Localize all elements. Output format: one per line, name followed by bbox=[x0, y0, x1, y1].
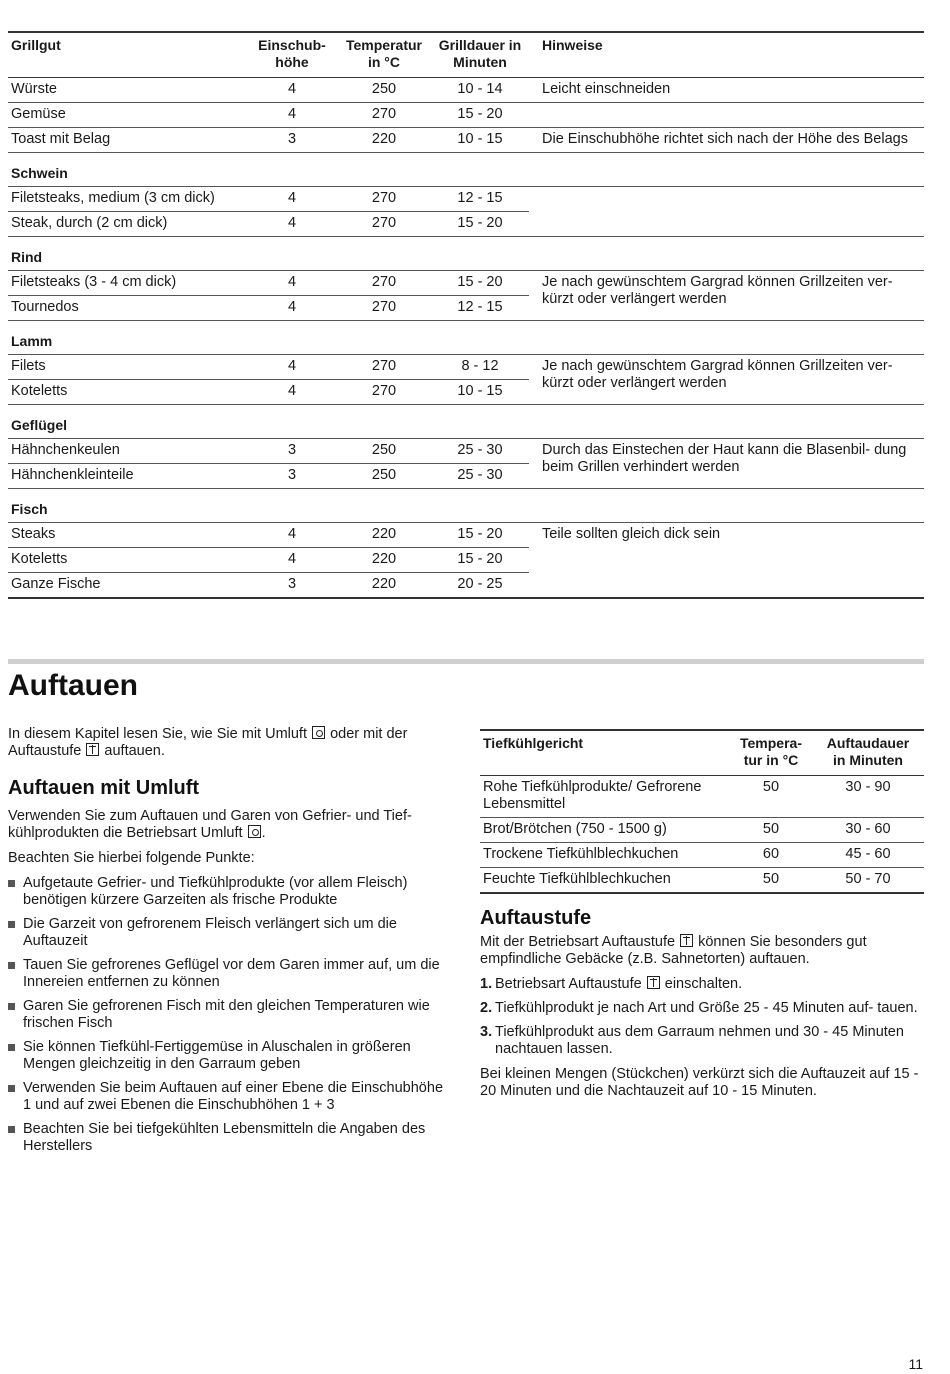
cell-temp: 220 bbox=[337, 573, 431, 599]
cell-level: 4 bbox=[247, 78, 337, 103]
bullet-square-icon bbox=[8, 880, 15, 887]
cell-level: 4 bbox=[247, 523, 337, 548]
cell-temp: 250 bbox=[337, 439, 431, 464]
table-row bbox=[8, 271, 924, 296]
cell-food: Hähnchenkeulen bbox=[8, 439, 247, 464]
cell-time: 10 - 15 bbox=[431, 380, 529, 405]
cell-food: Koteletts bbox=[8, 548, 247, 573]
step-text: Tiefkühlprodukt je nach Art und Größe 25 - 45 Minuten auf- tauen. bbox=[495, 1000, 918, 1016]
cell-food: Filetsteaks (3 - 4 cm dick) bbox=[8, 271, 247, 296]
category-row bbox=[8, 489, 924, 523]
category-row bbox=[8, 321, 924, 355]
list-item bbox=[8, 1121, 448, 1155]
cell-temp: 220 bbox=[337, 128, 431, 153]
step-number: 2. bbox=[480, 1000, 493, 1016]
list-item bbox=[480, 976, 924, 993]
bullet-text: Verwenden Sie beim Auftauen auf einer Ebene die Einschubhöhe 1 und auf zwei Ebenen die Einschubhöhen 1 + 3 bbox=[23, 1080, 444, 1113]
header-dish: Tiefkühlgericht bbox=[480, 730, 730, 776]
thaw-table bbox=[480, 729, 924, 894]
cell-temp: 270 bbox=[337, 296, 431, 321]
table-row bbox=[480, 843, 924, 868]
category-gefluegel: Geflügel bbox=[8, 405, 924, 439]
step-text: Betriebsart Auftaustufe bbox=[495, 976, 642, 992]
cell-time: 10 - 15 bbox=[431, 128, 529, 153]
header-temp: Temperatur in °C bbox=[337, 32, 431, 78]
cell-temp: 270 bbox=[337, 355, 431, 380]
cell-temp: 50 bbox=[730, 776, 812, 818]
cell-temp: 60 bbox=[730, 843, 812, 868]
cell-note: Leicht einschneiden bbox=[529, 78, 924, 103]
cell-time: 45 - 60 bbox=[812, 843, 924, 868]
cell-food: Steaks bbox=[8, 523, 247, 548]
intro-text-3: auftauen. bbox=[104, 743, 165, 759]
cell-temp: 250 bbox=[337, 464, 431, 489]
cell-time: 15 - 20 bbox=[431, 103, 529, 128]
table-row bbox=[480, 818, 924, 843]
cell-temp: 270 bbox=[337, 212, 431, 237]
cell-note bbox=[529, 103, 924, 128]
auftaustufe-text-1: Mit der Betriebsart Auftaustufe bbox=[480, 934, 676, 950]
cell-dish: Trockene Tiefkühlblechkuchen bbox=[480, 843, 730, 868]
cell-level: 4 bbox=[247, 187, 337, 212]
step-text: Tiefkühlprodukt aus dem Garraum nehmen und 30 - 45 Minuten nachtauen lassen. bbox=[495, 1024, 904, 1057]
cell-time: 8 - 12 bbox=[431, 355, 529, 380]
bullet-square-icon bbox=[8, 1085, 15, 1092]
cell-note: Je nach gewünschtem Gargrad können Grillzeiten ver- kürzt oder verlängert werden bbox=[529, 355, 924, 405]
table-row bbox=[8, 355, 924, 380]
cell-level: 4 bbox=[247, 212, 337, 237]
cell-level: 3 bbox=[247, 439, 337, 464]
bullet-square-icon bbox=[8, 1044, 15, 1051]
cell-level: 3 bbox=[247, 464, 337, 489]
bullet-text: Garen Sie gefrorenen Fisch mit den gleichen Temperaturen wie frischen Fisch bbox=[23, 998, 430, 1031]
cell-note: Teile sollten gleich dick sein bbox=[529, 523, 924, 599]
intro-text-1: In diesem Kapitel lesen Sie, wie Sie mit Umluft bbox=[8, 726, 307, 742]
umluft-heading: Auftauen mit Umluft bbox=[8, 777, 200, 799]
category-row bbox=[8, 405, 924, 439]
right-column bbox=[480, 729, 924, 1108]
list-item bbox=[8, 1080, 448, 1114]
header-time: Auftaudauer in Minuten bbox=[812, 730, 924, 776]
list-item bbox=[8, 1039, 448, 1073]
cell-time: 15 - 20 bbox=[431, 212, 529, 237]
cell-level: 4 bbox=[247, 271, 337, 296]
cell-time: 20 - 25 bbox=[431, 573, 529, 599]
cell-level: 4 bbox=[247, 548, 337, 573]
cell-temp: 220 bbox=[337, 548, 431, 573]
grill-table-header bbox=[8, 32, 924, 78]
umluft-text-2: . bbox=[261, 825, 266, 841]
table-row bbox=[480, 868, 924, 894]
cell-level: 4 bbox=[247, 355, 337, 380]
cell-food: Koteletts bbox=[8, 380, 247, 405]
category-row bbox=[8, 153, 924, 187]
page-number: 11 bbox=[908, 1356, 923, 1372]
cell-dish: Feuchte Tiefkühlblechkuchen bbox=[480, 868, 730, 894]
fan-icon bbox=[248, 825, 261, 838]
cell-level: 3 bbox=[247, 573, 337, 599]
cell-time: 30 - 60 bbox=[812, 818, 924, 843]
cell-dish: Brot/Brötchen (750 - 1500 g) bbox=[480, 818, 730, 843]
closing-paragraph: Bei kleinen Mengen (Stückchen) verkürzt sich die Auftauzeit auf 15 - 20 Minuten und die Nachtauzeit auf 10 - 15 Minuten. bbox=[480, 1066, 919, 1099]
category-fisch: Fisch bbox=[8, 489, 924, 523]
cell-time: 30 - 90 bbox=[812, 776, 924, 818]
header-food: Grillgut bbox=[8, 32, 247, 78]
cell-time: 15 - 20 bbox=[431, 523, 529, 548]
cell-time: 25 - 30 bbox=[431, 439, 529, 464]
list-item bbox=[8, 998, 448, 1032]
cell-food: Hähnchenkleinteile bbox=[8, 464, 247, 489]
bullet-square-icon bbox=[8, 1126, 15, 1133]
table-row bbox=[8, 187, 924, 212]
cell-temp: 50 bbox=[730, 818, 812, 843]
table-row bbox=[8, 128, 924, 153]
cell-temp: 250 bbox=[337, 78, 431, 103]
table-row bbox=[8, 523, 924, 548]
table-row bbox=[8, 439, 924, 464]
bullet-text: Sie können Tiefkühl-Fertiggemüse in Aluschalen in größeren Mengen gleichzeitig in den Garraum geben bbox=[23, 1039, 411, 1072]
left-column bbox=[8, 726, 448, 1162]
fan-icon bbox=[312, 726, 325, 739]
step-number: 1. bbox=[480, 976, 493, 992]
cell-time: 12 - 15 bbox=[431, 187, 529, 212]
bullet-square-icon bbox=[8, 921, 15, 928]
cell-level: 4 bbox=[247, 296, 337, 321]
cell-food: Würste bbox=[8, 78, 247, 103]
cell-note: Durch das Einstechen der Haut kann die Blasenbil- dung beim Grillen verhindert werden bbox=[529, 439, 924, 489]
auftaustufe-heading: Auftaustufe bbox=[480, 907, 592, 929]
cell-time: 25 - 30 bbox=[431, 464, 529, 489]
header-notes: Hinweise bbox=[529, 32, 924, 78]
cell-temp: 50 bbox=[730, 868, 812, 894]
category-row bbox=[8, 237, 924, 271]
note-intro: Beachten Sie hierbei folgende Punkte: bbox=[8, 850, 255, 866]
cell-level: 4 bbox=[247, 380, 337, 405]
table-row bbox=[480, 776, 924, 818]
cell-time: 15 - 20 bbox=[431, 548, 529, 573]
category-schwein: Schwein bbox=[8, 153, 924, 187]
header-temp: Tempera- tur in °C bbox=[730, 730, 812, 776]
umluft-text-1: Verwenden Sie zum Auftauen und Garen von Gefrier- und Tief- kühlprodukten die Betriebsart Umluft bbox=[8, 808, 412, 841]
cell-dish: Rohe Tiefkühlprodukte/ Gefrorene Lebensmittel bbox=[480, 776, 730, 818]
intro-text-2: oder mit der Auftaustufe bbox=[8, 726, 408, 759]
cell-note bbox=[529, 187, 924, 237]
category-lamm: Lamm bbox=[8, 321, 924, 355]
list-item bbox=[8, 957, 448, 991]
intro-paragraph bbox=[8, 726, 448, 760]
cell-note: Je nach gewünschtem Gargrad können Grillzeiten ver- kürzt oder verlängert werden bbox=[529, 271, 924, 321]
cell-level: 3 bbox=[247, 128, 337, 153]
category-rind: Rind bbox=[8, 237, 924, 271]
cell-time: 15 - 20 bbox=[431, 271, 529, 296]
step-text-end: einschalten. bbox=[664, 976, 743, 992]
table-row bbox=[8, 103, 924, 128]
cell-temp: 270 bbox=[337, 103, 431, 128]
thaw-icon bbox=[647, 976, 660, 989]
bullet-text: Die Garzeit von gefrorenem Fleisch verlängert sich um die Auftauzeit bbox=[23, 916, 397, 949]
cell-temp: 270 bbox=[337, 380, 431, 405]
cell-temp: 220 bbox=[337, 523, 431, 548]
cell-level: 4 bbox=[247, 103, 337, 128]
umluft-paragraph bbox=[8, 808, 448, 842]
list-item bbox=[8, 916, 448, 950]
cell-time: 50 - 70 bbox=[812, 868, 924, 894]
auftaustufe-text-2: können Sie besonders gut empfindliche Gebäcke (z.B. Sahnetorten) auftauen. bbox=[480, 934, 867, 967]
cell-food: Filets bbox=[8, 355, 247, 380]
grill-table bbox=[8, 31, 924, 599]
section-title: Auftauen bbox=[8, 669, 138, 702]
cell-food: Filetsteaks, medium (3 cm dick) bbox=[8, 187, 247, 212]
steps-list bbox=[480, 976, 924, 1058]
auftaustufe-paragraph bbox=[480, 934, 924, 968]
cell-food: Tournedos bbox=[8, 296, 247, 321]
list-item bbox=[8, 875, 448, 909]
list-item bbox=[480, 1024, 924, 1058]
bullet-square-icon bbox=[8, 1003, 15, 1010]
bullet-text: Beachten Sie bei tiefgekühlten Lebensmitteln die Angaben des Herstellers bbox=[23, 1121, 426, 1154]
thaw-table-header bbox=[480, 730, 924, 776]
bullet-text: Aufgetaute Gefrier- und Tiefkühlprodukte (vor allem Fleisch) benötigen kürzere Garzeiten als frische Produkte bbox=[23, 875, 408, 908]
step-number: 3. bbox=[480, 1024, 493, 1040]
cell-note: Die Einschubhöhe richtet sich nach der Höhe des Belags bbox=[529, 128, 924, 153]
table-row bbox=[8, 78, 924, 103]
cell-temp: 270 bbox=[337, 271, 431, 296]
list-item bbox=[480, 1000, 924, 1017]
header-level: Einschub- höhe bbox=[247, 32, 337, 78]
cell-food: Toast mit Belag bbox=[8, 128, 247, 153]
bullet-text: Tauen Sie gefrorenes Geflügel vor dem Garen immer auf, um die Innereien entfernen zu können bbox=[23, 957, 440, 990]
thaw-icon bbox=[680, 934, 693, 947]
cell-temp: 270 bbox=[337, 187, 431, 212]
cell-time: 10 - 14 bbox=[431, 78, 529, 103]
cell-food: Gemüse bbox=[8, 103, 247, 128]
cell-food: Ganze Fische bbox=[8, 573, 247, 599]
cell-time: 12 - 15 bbox=[431, 296, 529, 321]
umluft-bullet-list bbox=[8, 875, 448, 1155]
cell-food: Steak, durch (2 cm dick) bbox=[8, 212, 247, 237]
section-divider bbox=[8, 659, 924, 664]
header-time: Grilldauer in Minuten bbox=[431, 32, 529, 78]
thaw-icon bbox=[86, 743, 99, 756]
bullet-square-icon bbox=[8, 962, 15, 969]
